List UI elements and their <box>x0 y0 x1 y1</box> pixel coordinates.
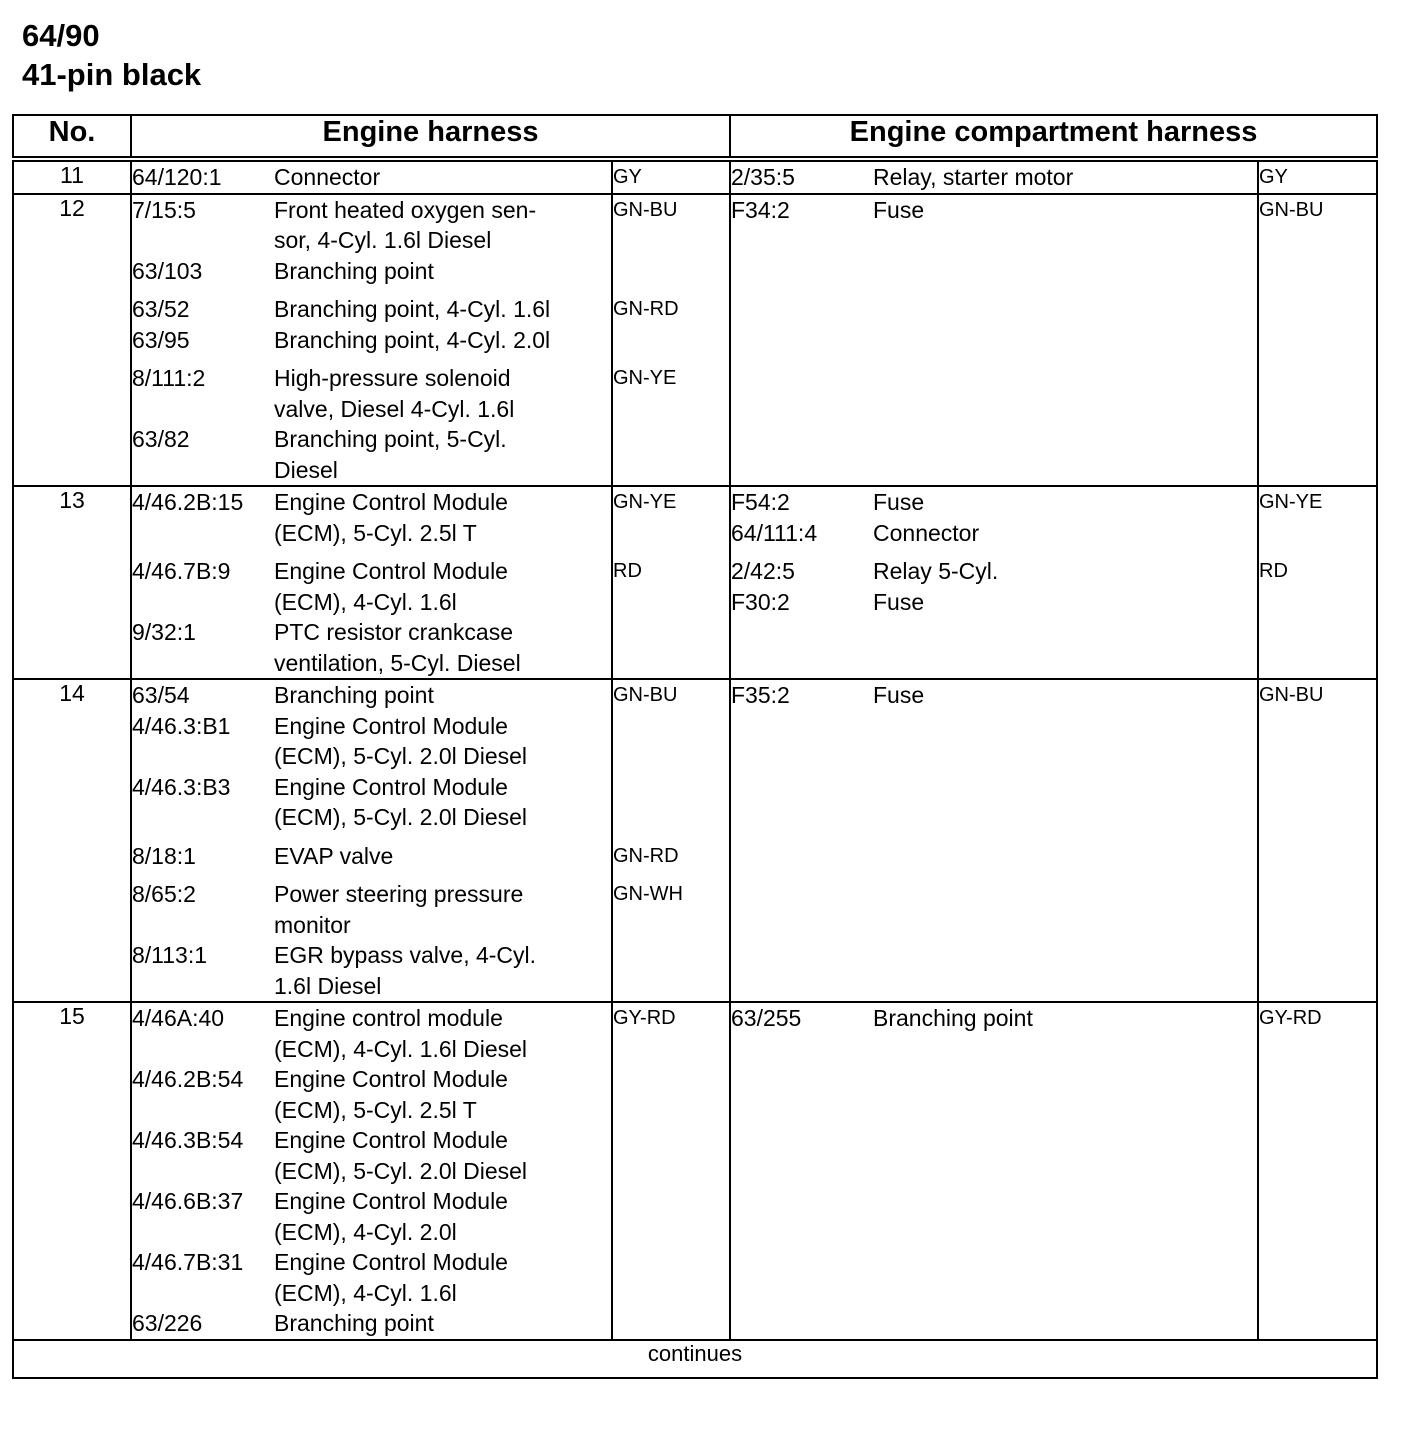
component-ref: F54:2 <box>731 489 790 515</box>
component-ref: 2/42:5 <box>731 558 795 584</box>
harness-entries <box>131 486 612 679</box>
harness-entry <box>132 363 611 424</box>
component-ref: 63/255 <box>731 1005 802 1031</box>
component-description: Engine Control Module (ECM), 5-Cyl. 2.5l T <box>274 489 508 546</box>
wire-color: GN-WH <box>613 883 683 905</box>
component-description: Fuse <box>873 682 925 708</box>
header-engine-compartment-harness: Engine compartment harness <box>730 115 1377 159</box>
component-ref: 4/46.7B:31 <box>132 1249 244 1275</box>
connector-description: 41-pin black <box>22 57 202 92</box>
pin-number: 14 <box>13 679 131 1002</box>
component-description: Engine control module (ECM), 4-Cyl. 1.6l Diesel <box>274 1005 528 1062</box>
harness-entry <box>731 587 1257 618</box>
table-row <box>13 194 1377 487</box>
component-ref: 4/46.7B:9 <box>132 558 231 584</box>
component-ref: 4/46.3:B1 <box>132 712 231 739</box>
component-description: Engine Control Module (ECM), 5-Cyl. 2.0l Diesel <box>274 1127 528 1184</box>
component-ref: 4/46.3:B3 <box>132 773 231 800</box>
component-description: Fuse <box>873 489 925 515</box>
harness-entry <box>731 487 1257 518</box>
harness-entry <box>132 940 611 1001</box>
wire-color: GY-RD <box>1259 1007 1322 1029</box>
component-ref: 63/226 <box>132 1310 203 1336</box>
harness-entry <box>132 487 611 548</box>
component-ref: 4/46.2B:15 <box>132 489 244 515</box>
harness-entries <box>131 159 612 194</box>
pin-number: 11 <box>13 159 131 194</box>
wire-colors <box>1258 159 1377 194</box>
pin-number: 12 <box>13 194 131 487</box>
component-ref: 63/103 <box>132 257 203 284</box>
harness-entries <box>131 194 612 487</box>
component-ref: F35:2 <box>731 682 790 708</box>
harness-entry <box>132 424 611 485</box>
pin-number: 13 <box>13 486 131 679</box>
harness-entry <box>132 256 611 287</box>
wire-color: GY <box>1259 166 1288 188</box>
component-ref: 64/111:4 <box>731 519 818 546</box>
wire-colors <box>1258 1002 1377 1340</box>
component-description: Branching point, 4-Cyl. 1.6l <box>274 296 551 322</box>
component-description: Engine Control Module (ECM), 5-Cyl. 2.0l Diesel <box>274 712 528 769</box>
harness-entry <box>132 325 611 356</box>
component-description: Fuse <box>873 588 925 615</box>
component-description: Relay 5-Cyl. <box>873 558 999 584</box>
harness-entry <box>132 1064 611 1125</box>
wire-color: GN-RD <box>613 844 679 867</box>
component-description: High-pressure solenoid valve, Diesel 4-Cyl. 1.6l <box>274 365 515 422</box>
component-ref: 7/15:5 <box>132 196 196 223</box>
component-ref: 4/46A:40 <box>132 1005 225 1031</box>
wire-color: GY <box>613 166 642 188</box>
wire-color: GN-BU <box>1259 684 1324 706</box>
wire-color: RD <box>1259 560 1288 582</box>
component-description: Branching point <box>274 257 434 284</box>
component-description: Fuse <box>873 196 925 223</box>
wire-colors <box>1258 679 1377 1002</box>
component-ref: 8/113:1 <box>132 942 208 968</box>
connector-id: 64/90 <box>22 18 100 53</box>
component-ref: 63/54 <box>132 682 190 708</box>
wire-color: GN-RD <box>613 298 679 320</box>
header-row <box>13 115 1377 159</box>
table-row <box>13 1002 1377 1340</box>
wire-color: GN-BU <box>613 684 678 706</box>
harness-entry <box>132 711 611 772</box>
harness-entry <box>731 680 1257 711</box>
component-description: Branching point <box>274 1310 434 1336</box>
harness-entry <box>731 195 1257 226</box>
component-description: Engine Control Module (ECM), 5-Cyl. 2.0l Diesel <box>274 773 528 830</box>
wire-colors <box>612 194 730 487</box>
harness-entries <box>730 159 1258 194</box>
component-description: Connector <box>873 519 980 546</box>
wire-color: RD <box>613 560 642 582</box>
component-description: Branching point <box>274 682 434 708</box>
component-ref: 8/18:1 <box>132 842 196 869</box>
component-description: Engine Control Module (ECM), 4-Cyl. 1.6l <box>274 1249 508 1306</box>
header-no: No. <box>13 115 131 159</box>
component-ref: 64/120:1 <box>132 164 222 190</box>
harness-entry <box>132 162 611 193</box>
component-description: Engine Control Module (ECM), 5-Cyl. 2.5l T <box>274 1066 508 1123</box>
component-ref: F34:2 <box>731 196 790 223</box>
pin-table <box>12 114 1378 1379</box>
harness-entries <box>131 679 612 1002</box>
harness-entry <box>132 1247 611 1308</box>
component-ref: 9/32:1 <box>132 619 196 645</box>
component-ref: 63/82 <box>132 426 190 452</box>
component-ref: 63/52 <box>132 296 190 322</box>
component-description: EVAP valve <box>274 842 394 869</box>
harness-entry <box>731 518 1257 549</box>
wire-colors <box>612 159 730 194</box>
harness-entry <box>132 294 611 325</box>
component-description: Relay, starter motor <box>873 164 1074 190</box>
harness-entries <box>730 194 1258 487</box>
harness-entry <box>132 617 611 678</box>
wire-colors <box>612 486 730 679</box>
component-ref: 4/46.6B:37 <box>132 1188 244 1214</box>
harness-entry <box>132 680 611 711</box>
component-ref: 4/46.3B:54 <box>132 1127 244 1153</box>
harness-entries <box>730 1002 1258 1340</box>
component-ref: 2/35:5 <box>731 164 795 190</box>
component-description: Branching point <box>873 1005 1033 1031</box>
harness-entry <box>132 1186 611 1247</box>
wire-colors <box>612 1002 730 1340</box>
component-description: Branching point, 5-Cyl. Diesel <box>274 426 507 483</box>
wire-colors <box>1258 194 1377 487</box>
wire-colors <box>612 679 730 1002</box>
table-row <box>13 679 1377 1002</box>
component-description: Engine Control Module (ECM), 4-Cyl. 1.6l <box>274 558 508 615</box>
component-ref: 8/111:2 <box>132 365 206 391</box>
harness-entry <box>132 879 611 940</box>
component-ref: F30:2 <box>731 588 790 615</box>
wire-color: GY-RD <box>613 1007 676 1029</box>
header-engine-harness: Engine harness <box>131 115 730 159</box>
harness-entries <box>730 486 1258 679</box>
component-description: EGR bypass valve, 4-Cyl. 1.6l Diesel <box>274 942 537 999</box>
table-row <box>13 486 1377 679</box>
component-description: PTC resistor crankcase ventilation, 5-Cyl. Diesel <box>274 619 521 676</box>
wire-colors <box>1258 486 1377 679</box>
wire-color: GN-YE <box>1259 491 1323 513</box>
wire-color: GN-YE <box>613 491 677 513</box>
harness-entry <box>132 195 611 256</box>
harness-entry <box>132 841 611 872</box>
component-description: Engine Control Module (ECM), 4-Cyl. 2.0l <box>274 1188 508 1245</box>
wire-color: GN-BU <box>1259 198 1324 221</box>
table-row <box>13 159 1377 194</box>
component-ref: 4/46.2B:54 <box>132 1066 244 1092</box>
harness-entry <box>132 1125 611 1186</box>
harness-entry <box>132 772 611 833</box>
component-description: Branching point, 4-Cyl. 2.0l <box>274 326 551 353</box>
harness-entry <box>731 1003 1257 1034</box>
component-description: Power steering pressure monitor <box>274 881 524 938</box>
harness-entries <box>131 1002 612 1340</box>
harness-entry <box>132 1308 611 1339</box>
wire-color: GN-YE <box>613 367 677 389</box>
harness-entry <box>731 162 1257 193</box>
wire-color: GN-BU <box>613 198 678 221</box>
component-description: Front heated oxygen sen- sor, 4-Cyl. 1.6l Diesel <box>274 196 537 253</box>
component-ref: 63/95 <box>132 326 190 353</box>
harness-entry <box>132 556 611 617</box>
component-ref: 8/65:2 <box>132 881 196 907</box>
harness-entry <box>731 556 1257 587</box>
harness-entries <box>730 679 1258 1002</box>
pin-number: 15 <box>13 1002 131 1340</box>
harness-entry <box>132 1003 611 1064</box>
continues-footer: continues <box>13 1340 1377 1378</box>
component-description: Connector <box>274 164 381 190</box>
